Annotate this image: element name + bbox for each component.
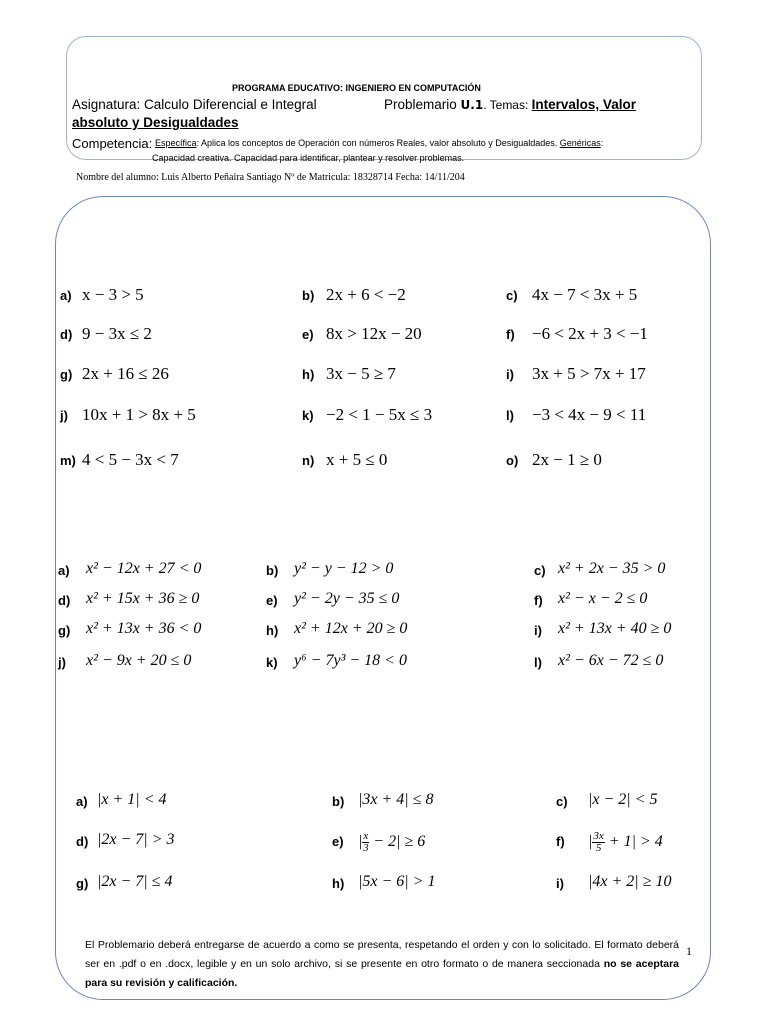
quadratic-exercise-label: j)	[58, 655, 66, 670]
competencia-text	[155, 138, 603, 148]
genericas-colon: :	[600, 138, 604, 148]
linear-exercise-expression: x − 3 > 5	[82, 285, 144, 304]
absolute-exercise-label: h)	[332, 876, 345, 891]
linear-exercise-expression: 2x − 1 ≥ 0	[532, 450, 602, 469]
quadratic-exercise-expression: y⁶ − 7y³ − 18 < 0	[294, 652, 407, 669]
absolute-exercise-label: a)	[76, 794, 88, 809]
quadratic-exercise-expression: x² + 12x + 20 ≥ 0	[294, 620, 408, 637]
linear-exercise-label: g)	[60, 367, 73, 382]
page-number: 1	[686, 944, 692, 958]
linear-exercise-label: o)	[506, 453, 519, 468]
quadratic-exercise-label: a)	[58, 563, 70, 578]
topic-line-1: Intervalos, Valor	[531, 97, 636, 112]
absolute-exercise-label: b)	[332, 794, 345, 809]
quadratic-exercise-expression: x² − 6x − 72 ≤ 0	[558, 652, 664, 669]
absolute-exercise-label: g)	[76, 876, 89, 891]
linear-exercise-label: a)	[60, 288, 72, 303]
quadratic-exercise-expression: y² − 2y − 35 ≤ 0	[294, 590, 400, 607]
linear-exercise-label: n)	[302, 453, 315, 468]
quadratic-exercise-expression: x² + 13x + 36 < 0	[86, 620, 202, 637]
quadratic-exercise-label: c)	[534, 563, 546, 578]
absolute-exercise-label: c)	[556, 794, 568, 809]
especifica-label: Específica	[155, 138, 197, 148]
linear-exercise-label: l)	[506, 408, 514, 423]
quadratic-exercise-label: h)	[266, 623, 279, 638]
linear-exercise-label: d)	[60, 327, 73, 342]
linear-exercise-expression: 9 − 3x ≤ 2	[82, 324, 152, 343]
instructions-footer	[85, 936, 679, 993]
linear-exercise-expression: −6 < 2x + 3 < −1	[532, 324, 648, 343]
absolute-exercise-expression: |x − 2| < 5	[588, 791, 658, 808]
especifica-text: : Aplica los conceptos de Operación con números Reales, valor absoluto y Desigualdades.	[196, 138, 560, 148]
quadratic-exercise-label: f)	[534, 593, 543, 608]
linear-exercise-expression: 4 < 5 − 3x < 7	[82, 450, 179, 469]
quadratic-exercise-label: l)	[534, 655, 542, 670]
linear-exercise-label: k)	[302, 408, 314, 423]
linear-exercise-label: i)	[506, 367, 514, 382]
course-name: Asignatura: Calculo Diferencial e Integral	[72, 97, 317, 112]
absolute-exercise-expression: |5x − 6| > 1	[358, 873, 436, 890]
instructions-text: El Problemario deberá entregarse de acuerdo a como se presenta, respetando el orden y con lo solicitado. El formato deberá ser en .pdf o en .docx, legible y en un solo archivo, si se presente en otro formato o de manera seccionada	[85, 939, 679, 970]
quadratic-exercise-label: e)	[266, 593, 278, 608]
linear-exercise-label: f)	[506, 327, 515, 342]
competencia-label: Competencia:	[72, 136, 153, 151]
linear-exercise-expression: 8x > 12x − 20	[326, 324, 422, 343]
linear-exercise-expression: 3x + 5 > 7x + 17	[532, 364, 646, 383]
quadratic-exercise-expression: x² + 2x − 35 > 0	[558, 560, 666, 577]
absolute-exercise-expression: | $\frac{3x}{5}$ + 1| > 4	[588, 830, 663, 854]
linear-exercise-expression: 2x + 6 < −2	[326, 285, 406, 304]
linear-exercise-expression: −3 < 4x − 9 < 11	[532, 405, 647, 424]
absolute-exercise-expression: |4x + 2| ≥ 10	[588, 873, 672, 890]
unit-label: U.1	[460, 98, 484, 112]
linear-exercise-expression: 10x + 1 > 8x + 5	[82, 405, 196, 424]
absolute-exercise-label: i)	[556, 876, 564, 891]
linear-exercise-expression: −2 < 1 − 5x ≤ 3	[326, 405, 433, 424]
quadratic-exercise-expression: x² + 13x + 40 ≥ 0	[558, 620, 672, 637]
genericas-label: Genéricas	[559, 138, 601, 148]
quadratic-exercise-label: d)	[58, 593, 71, 608]
quadratic-exercise-expression: x² + 15x + 36 ≥ 0	[86, 590, 200, 607]
problem-set-prefix: Problemario	[384, 97, 461, 112]
linear-exercise-expression: 2x + 16 ≤ 26	[82, 364, 169, 383]
linear-exercise-expression: x + 5 ≤ 0	[326, 450, 388, 469]
linear-exercise-label: j)	[60, 408, 68, 423]
linear-exercise-expression: 4x − 7 < 3x + 5	[532, 285, 638, 304]
linear-exercise-label: b)	[302, 288, 315, 303]
quadratic-exercise-expression: x² − 9x + 20 ≤ 0	[86, 652, 192, 669]
absolute-exercise-expression: |2x − 7| > 3	[97, 831, 175, 848]
topics-label: . Temas:	[483, 98, 532, 112]
student-info: Nombre del alumno: Luis Alberto Peñaira Santiago Nº de Matricula: 18328714 Fecha: 14/11/204	[76, 172, 465, 183]
quadratic-exercise-label: g)	[58, 623, 71, 638]
instructions-bold-text: no se aceptara para su revisión y calificación.	[85, 958, 679, 989]
absolute-exercise-expression: | $\frac{x}{3}$ − 2| ≥ 6	[358, 830, 426, 854]
absolute-exercise-expression: |3x + 4| ≤ 8	[358, 791, 434, 808]
topic-line-2: absoluto y Desigualdades	[72, 115, 239, 130]
competencia-line-2: Capacidad creativa. Capacidad para identificar, plantear y resolver problemas.	[152, 153, 465, 163]
absolute-exercise-expression: |x + 1| < 4	[97, 791, 167, 808]
linear-exercise-label: c)	[506, 288, 518, 303]
quadratic-exercise-label: i)	[534, 623, 542, 638]
linear-exercise-label: e)	[302, 327, 314, 342]
quadratic-exercise-label: b)	[266, 563, 279, 578]
absolute-exercise-expression: |2x − 7| ≤ 4	[97, 873, 173, 890]
linear-exercise-label: m)	[60, 453, 76, 468]
absolute-exercise-label: f)	[556, 834, 565, 849]
quadratic-exercise-label: k)	[266, 655, 278, 670]
quadratic-exercise-expression: y² − y − 12 > 0	[294, 560, 394, 577]
quadratic-exercise-expression: x² − 12x + 27 < 0	[86, 560, 202, 577]
absolute-exercise-label: e)	[332, 834, 344, 849]
program-title: PROGRAMA EDUCATIVO: INGENIERO EN COMPUTACIÓN	[232, 83, 481, 93]
quadratic-exercise-expression: x² − x − 2 ≤ 0	[558, 590, 648, 607]
linear-exercise-expression: 3x − 5 ≥ 7	[326, 364, 396, 383]
absolute-exercise-label: d)	[76, 834, 89, 849]
linear-exercise-label: h)	[302, 367, 315, 382]
problem-set-heading	[384, 97, 636, 112]
